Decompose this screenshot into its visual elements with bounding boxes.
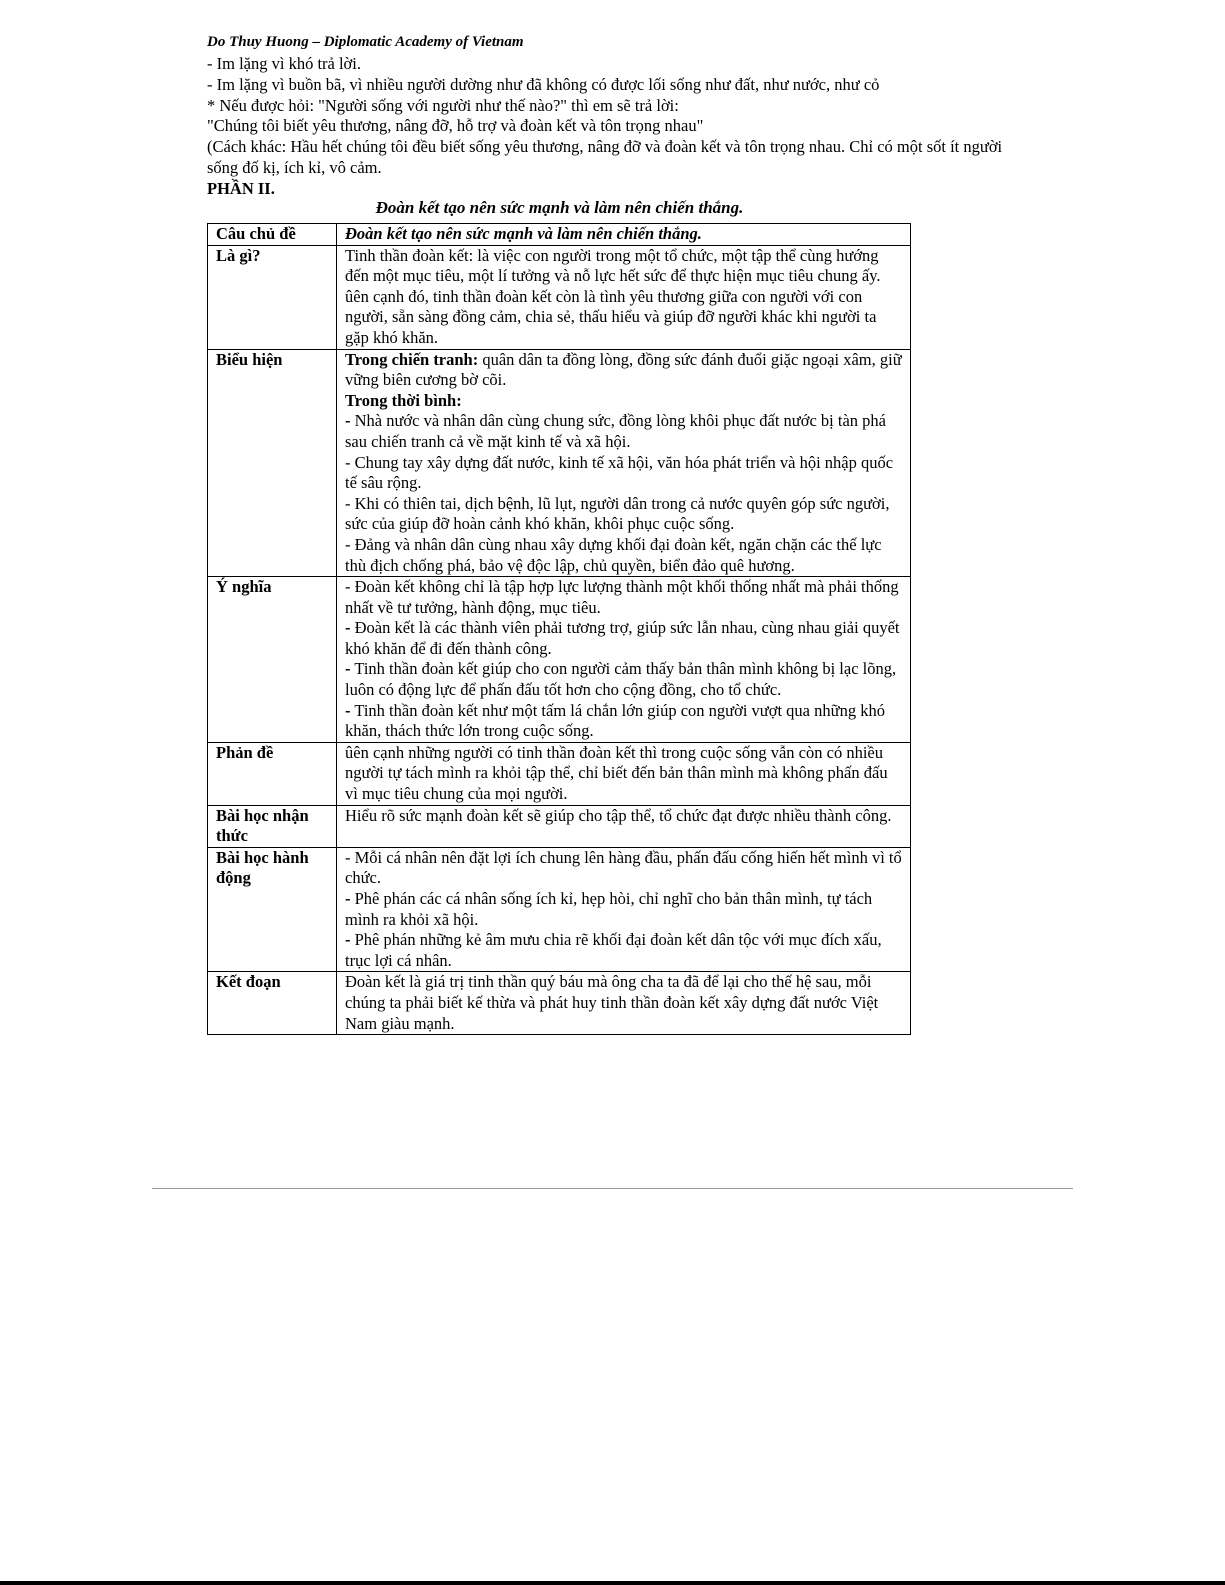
- page-divider: [152, 1188, 1073, 1189]
- paragraph-text: Phê phán những kẻ âm mưu chia rẽ khối đại đoàn kết dân tộc với mục đích xấu, trục lợi cá nhân.: [345, 930, 882, 970]
- intro-section: [207, 54, 1027, 200]
- content-paragraph: [345, 743, 902, 805]
- paragraph-text: Tinh thần đoàn kết như một tấm lá chắn lớn giúp con người vượt qua những khó khăn, thách thức lớn trong cuộc sống.: [345, 700, 885, 741]
- intro-line: - Im lặng vì buồn bã, vì nhiều người dường như đã không có được lối sống như đất, như nước, như cỏ: [207, 74, 880, 94]
- content-paragraph: [345, 535, 902, 576]
- row-label-cell: Ý nghĩa: [208, 577, 337, 743]
- row-label-cell: Bài học hành động: [208, 847, 337, 972]
- row-content-cell: [337, 805, 911, 847]
- paragraph-text: - Khi có thiên tai, dịch bệnh, lũ lụt, người dân trong cả nước quyên góp sức người, sức của giúp đỡ hoàn cảnh khó khăn, khôi phục cuộc sống.: [345, 493, 890, 534]
- row-label-cell: Là gì?: [208, 245, 337, 349]
- content-paragraph: [345, 806, 902, 827]
- row-label-cell: Bài học nhận thức: [208, 805, 337, 847]
- part-heading: PHẦN II.: [207, 178, 275, 198]
- content-paragraph: [345, 701, 902, 742]
- table-row: [208, 577, 911, 743]
- paragraph-text: - Đảng và nhân dân cùng nhau xây dựng khối đại đoàn kết, ngăn chặn các thế lực thù địch chống phá, bảo vệ độc lập, chủ quyền, biển đảo quê hương.: [345, 534, 882, 575]
- paragraph-text: quân dân ta đồng lòng, đồng sức đánh đuổi giặc ngoại xâm, giữ vững biên cương bờ cõi.: [345, 349, 902, 390]
- row-label-cell: Biểu hiện: [208, 349, 337, 577]
- row-content-cell: [337, 577, 911, 743]
- bold-lead: -: [345, 889, 351, 908]
- row-content-cell: [337, 742, 911, 805]
- row-content-cell: [337, 972, 911, 1035]
- content-paragraph: [345, 889, 902, 930]
- intro-line: * Nếu được hỏi: "Người sống với người như thế nào?" thì em sẽ trả lời:: [207, 95, 679, 115]
- paragraph-text: ûên cạnh những người có tinh thần đoàn kết thì trong cuộc sống vẫn còn có nhiều người tự tách mình ra khỏi tập thể, chỉ biết đến bản thân mình mà không phấn đấu vì mục tiêu chung của mọi người.: [345, 742, 888, 804]
- paragraph-text: - Chung tay xây dựng đất nước, kinh tế xã hội, văn hóa phát triển và hội nhập quốc tế sâu rộng.: [345, 452, 894, 493]
- paragraph-text: Tinh thần đoàn kết giúp cho con người cảm thấy bản thân mình không bị lạc lõng, luôn có động lực để phấn đấu tốt hơn cho cộng đồng, cho tổ chức.: [345, 659, 897, 700]
- author-header: Do Thuy Huong – Diplomatic Academy of Vietnam: [207, 34, 524, 50]
- paragraph-text: Phê phán các cá nhân sống ích kỉ, hẹp hòi, chỉ nghĩ cho bản thân mình, tự tách mình ra khỏi xã hội.: [345, 889, 873, 929]
- row-label-cell: Kết đoạn: [208, 972, 337, 1035]
- header-content-cell: Đoàn kết tạo nên sức mạnh và làm nên chiến thắng.: [337, 224, 911, 246]
- table-caption: Đoàn kết tạo nên sức mạnh và làm nên chiến thắng.: [375, 198, 744, 217]
- paragraph-text: Đoàn kết là các thành viên phải tương trợ, giúp sức lẫn nhau, cùng nhau giải quyết khó khăn để đi đến thành công.: [345, 618, 900, 658]
- paragraph-text: Nhà nước và nhân dân cùng chung sức, đồng lòng khôi phục đất nước bị tàn phá sau chiến tranh cả về mặt kinh tế và xã hội.: [345, 411, 886, 451]
- content-paragraph: [345, 659, 902, 700]
- content-paragraph: [345, 494, 902, 535]
- table-row: [208, 349, 911, 577]
- bold-lead: -: [345, 700, 351, 720]
- content-paragraph: [345, 618, 902, 659]
- bold-lead: -: [345, 411, 351, 431]
- intro-line: (Cách khác: Hầu hết chúng tôi đều biết sống yêu thương, nâng đỡ và đoàn kết và tôn trọng nhau. Chỉ có một sốt ít người sống đố kị, ích kỉ, vô cảm.: [207, 137, 1003, 177]
- content-paragraph: [345, 453, 902, 494]
- table-row: [208, 847, 911, 972]
- row-content-cell: [337, 847, 911, 972]
- content-paragraph: [345, 972, 902, 1034]
- row-label-cell: Phản đề: [208, 742, 337, 805]
- content-paragraph: [345, 391, 902, 412]
- paragraph-text: - Mỗi cá nhân nên đặt lợi ích chung lên hàng đầu, phấn đấu cống hiến hết mình vì tổ chức.: [345, 847, 902, 888]
- paragraph-text: Hiểu rõ sức mạnh đoàn kết sẽ giúp cho tập thể, tổ chức đạt được nhiều thành công.: [345, 805, 892, 825]
- table-row: [208, 245, 911, 349]
- content-paragraph: [345, 411, 902, 452]
- outline-table: [207, 223, 911, 1035]
- bold-lead: -: [345, 930, 351, 950]
- intro-line: "Chúng tôi biết yêu thương, nâng đỡ, hỗ trợ và đoàn kết và tôn trọng nhau": [207, 116, 704, 136]
- content-paragraph: [345, 246, 902, 349]
- bold-lead: Trong thời bình:: [345, 390, 462, 410]
- row-content-cell: [337, 245, 911, 349]
- table-row: [208, 805, 911, 847]
- table-row: [208, 972, 911, 1035]
- bold-lead: -: [345, 659, 351, 679]
- table-header-row: [208, 224, 911, 246]
- bold-lead: Trong chiến tranh:: [345, 349, 479, 369]
- content-paragraph: [345, 930, 902, 971]
- intro-line: - Im lặng vì khó trả lời.: [207, 54, 361, 73]
- row-content-cell: [337, 349, 911, 577]
- bold-lead: -: [345, 618, 351, 638]
- paragraph-text: Đoàn kết là giá trị tinh thần quý báu mà ông cha ta đã để lại cho thế hệ sau, mỗi chúng ta phải biết kế thừa và phát huy tinh thần đoàn kết xây dựng đất nước Việt Nam giàu mạnh.: [345, 972, 879, 1033]
- paragraph-text: - Đoàn kết không chỉ là tập hợp lực lượng thành một khối thống nhất mà phải thống nhất về tư tưởng, hành động, mục tiêu.: [345, 577, 899, 617]
- content-paragraph: [345, 577, 902, 618]
- paragraph-text: Tinh thần đoàn kết: là việc con người trong một tổ chức, một tập thể cùng hướng đến một mục tiêu, một lí tưởng và nỗ lực hết sức để thực hiện mục tiêu chung ấy. ûên cạnh đó, tinh thần đoàn kết còn là tình yêu thương giữa con người với con người, sẵn sàng đồng cảm, chia sẻ, thấu hiểu và giúp đỡ người khác khi người ta gặp khó khăn.: [345, 245, 881, 347]
- bottom-edge-bar: [0, 1581, 1225, 1585]
- table-row: [208, 742, 911, 805]
- content-paragraph: [345, 350, 902, 391]
- header-label-cell: Câu chủ đề: [208, 224, 337, 246]
- content-paragraph: [345, 848, 902, 889]
